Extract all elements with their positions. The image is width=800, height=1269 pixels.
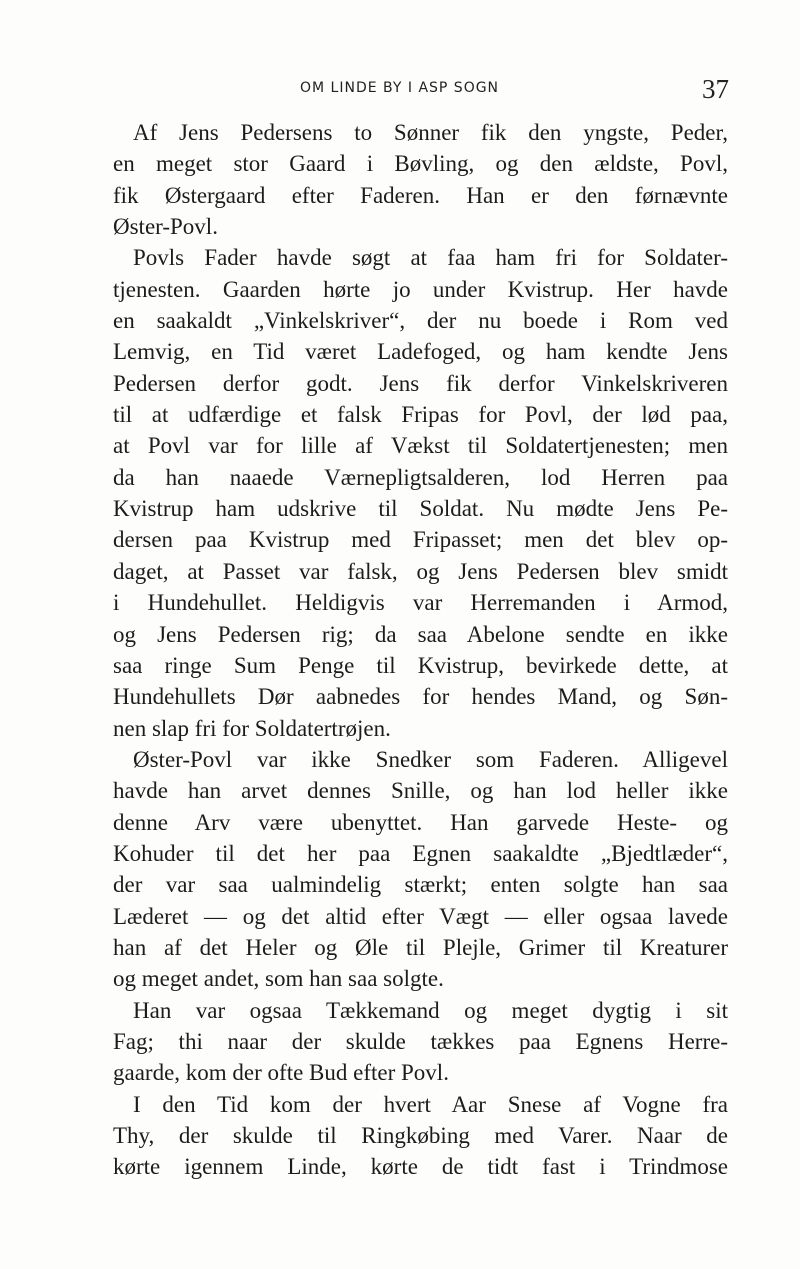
running-title: OM LINDE BY I ASP SOGN <box>300 80 500 96</box>
text-line: denne Arv være ubenyttet. Han garvede Heste- og <box>113 809 728 835</box>
text-line: til at udfærdige et falsk Fripas for Povl, der lød paa, <box>113 402 728 428</box>
text-line: saa ringe Sum Penge til Kvistrup, bevirkede dette, at <box>113 652 728 678</box>
text-line: fik Østergaard efter Faderen. Han er den førnævnte <box>113 182 728 208</box>
text-line: da han naaede Værnepligtsalderen, lod Herren paa <box>113 464 728 490</box>
text-line: Fag; thi naar der skulde tækkes paa Egnens Herre- <box>113 1028 728 1054</box>
body-text <box>113 117 728 1183</box>
text-line: Povls Fader havde søgt at faa ham fri for Soldater- <box>133 245 728 271</box>
text-line: I den Tid kom der hvert Aar Snese af Vogne fra <box>133 1091 728 1117</box>
text-line: Han var ogsaa Tækkemand og meget dygtig i sit <box>133 997 728 1023</box>
text-line: en saakaldt „Vinkelskriver“, der nu boede i Rom ved <box>113 308 728 334</box>
text-line: daget, at Passet var falsk, og Jens Pedersen blev smidt <box>113 558 728 584</box>
text-line: en meget stor Gaard i Bøvling, og den ældste, Povl, <box>113 151 728 177</box>
text-line: nen slap fri for Soldatertrøjen. <box>113 715 391 741</box>
text-line: Af Jens Pedersens to Sønner fik den yngste, Peder, <box>133 120 728 145</box>
text-line: tjenesten. Gaarden hørte jo under Kvistrup. Her havde <box>113 276 728 302</box>
text-line: der var saa ualmindelig stærkt; enten solgte han saa <box>113 872 728 898</box>
page-number: 37 <box>702 74 729 104</box>
text-line: Læderet — og det altid efter Vægt — eller ogsaa lavede <box>113 903 728 929</box>
text-line: Øster-Povl. <box>113 214 218 240</box>
text-line: Thy, der skulde til Ringkøbing med Varer. Naar de <box>113 1123 728 1148</box>
text-line: Lemvig, en Tid været Ladefoged, og ham kendte Jens <box>113 339 728 365</box>
text-line: dersen paa Kvistrup med Fripasset; men det blev op- <box>113 527 728 553</box>
text-line: Kohuder til det her paa Egnen saakaldte „Bjedtlæder“, <box>113 840 728 866</box>
text-line: Pedersen derfor godt. Jens fik derfor Vinkelskriveren <box>113 370 728 396</box>
text-line: gaarde, kom der ofte Bud efter Povl. <box>113 1060 449 1086</box>
text-line: at Povl var for lille af Vækst til Soldatertjenesten; men <box>113 433 728 459</box>
text-line: Øster-Povl var ikke Snedker som Faderen. Alligevel <box>133 746 728 772</box>
text-line: i Hundehullet. Heldigvis var Herremanden i Armod, <box>113 590 728 616</box>
text-line: Kvistrup ham udskrive til Soldat. Nu mødte Jens Pe- <box>113 496 728 522</box>
text-line: han af det Heler og Øle til Plejle, Grimer til Kreaturer <box>113 934 728 960</box>
text-line: kørte igennem Linde, kørte de tidt fast i Trindmose <box>113 1154 728 1180</box>
text-line: og Jens Pedersen rig; da saa Abelone sendte en ikke <box>113 621 728 647</box>
text-line: og meget andet, som han saa solgte. <box>113 966 444 992</box>
text-line: Hundehullets Dør aabnedes for hendes Mand, og Søn- <box>113 684 728 710</box>
text-line: havde han arvet dennes Snille, og han lod heller ikke <box>113 778 728 804</box>
